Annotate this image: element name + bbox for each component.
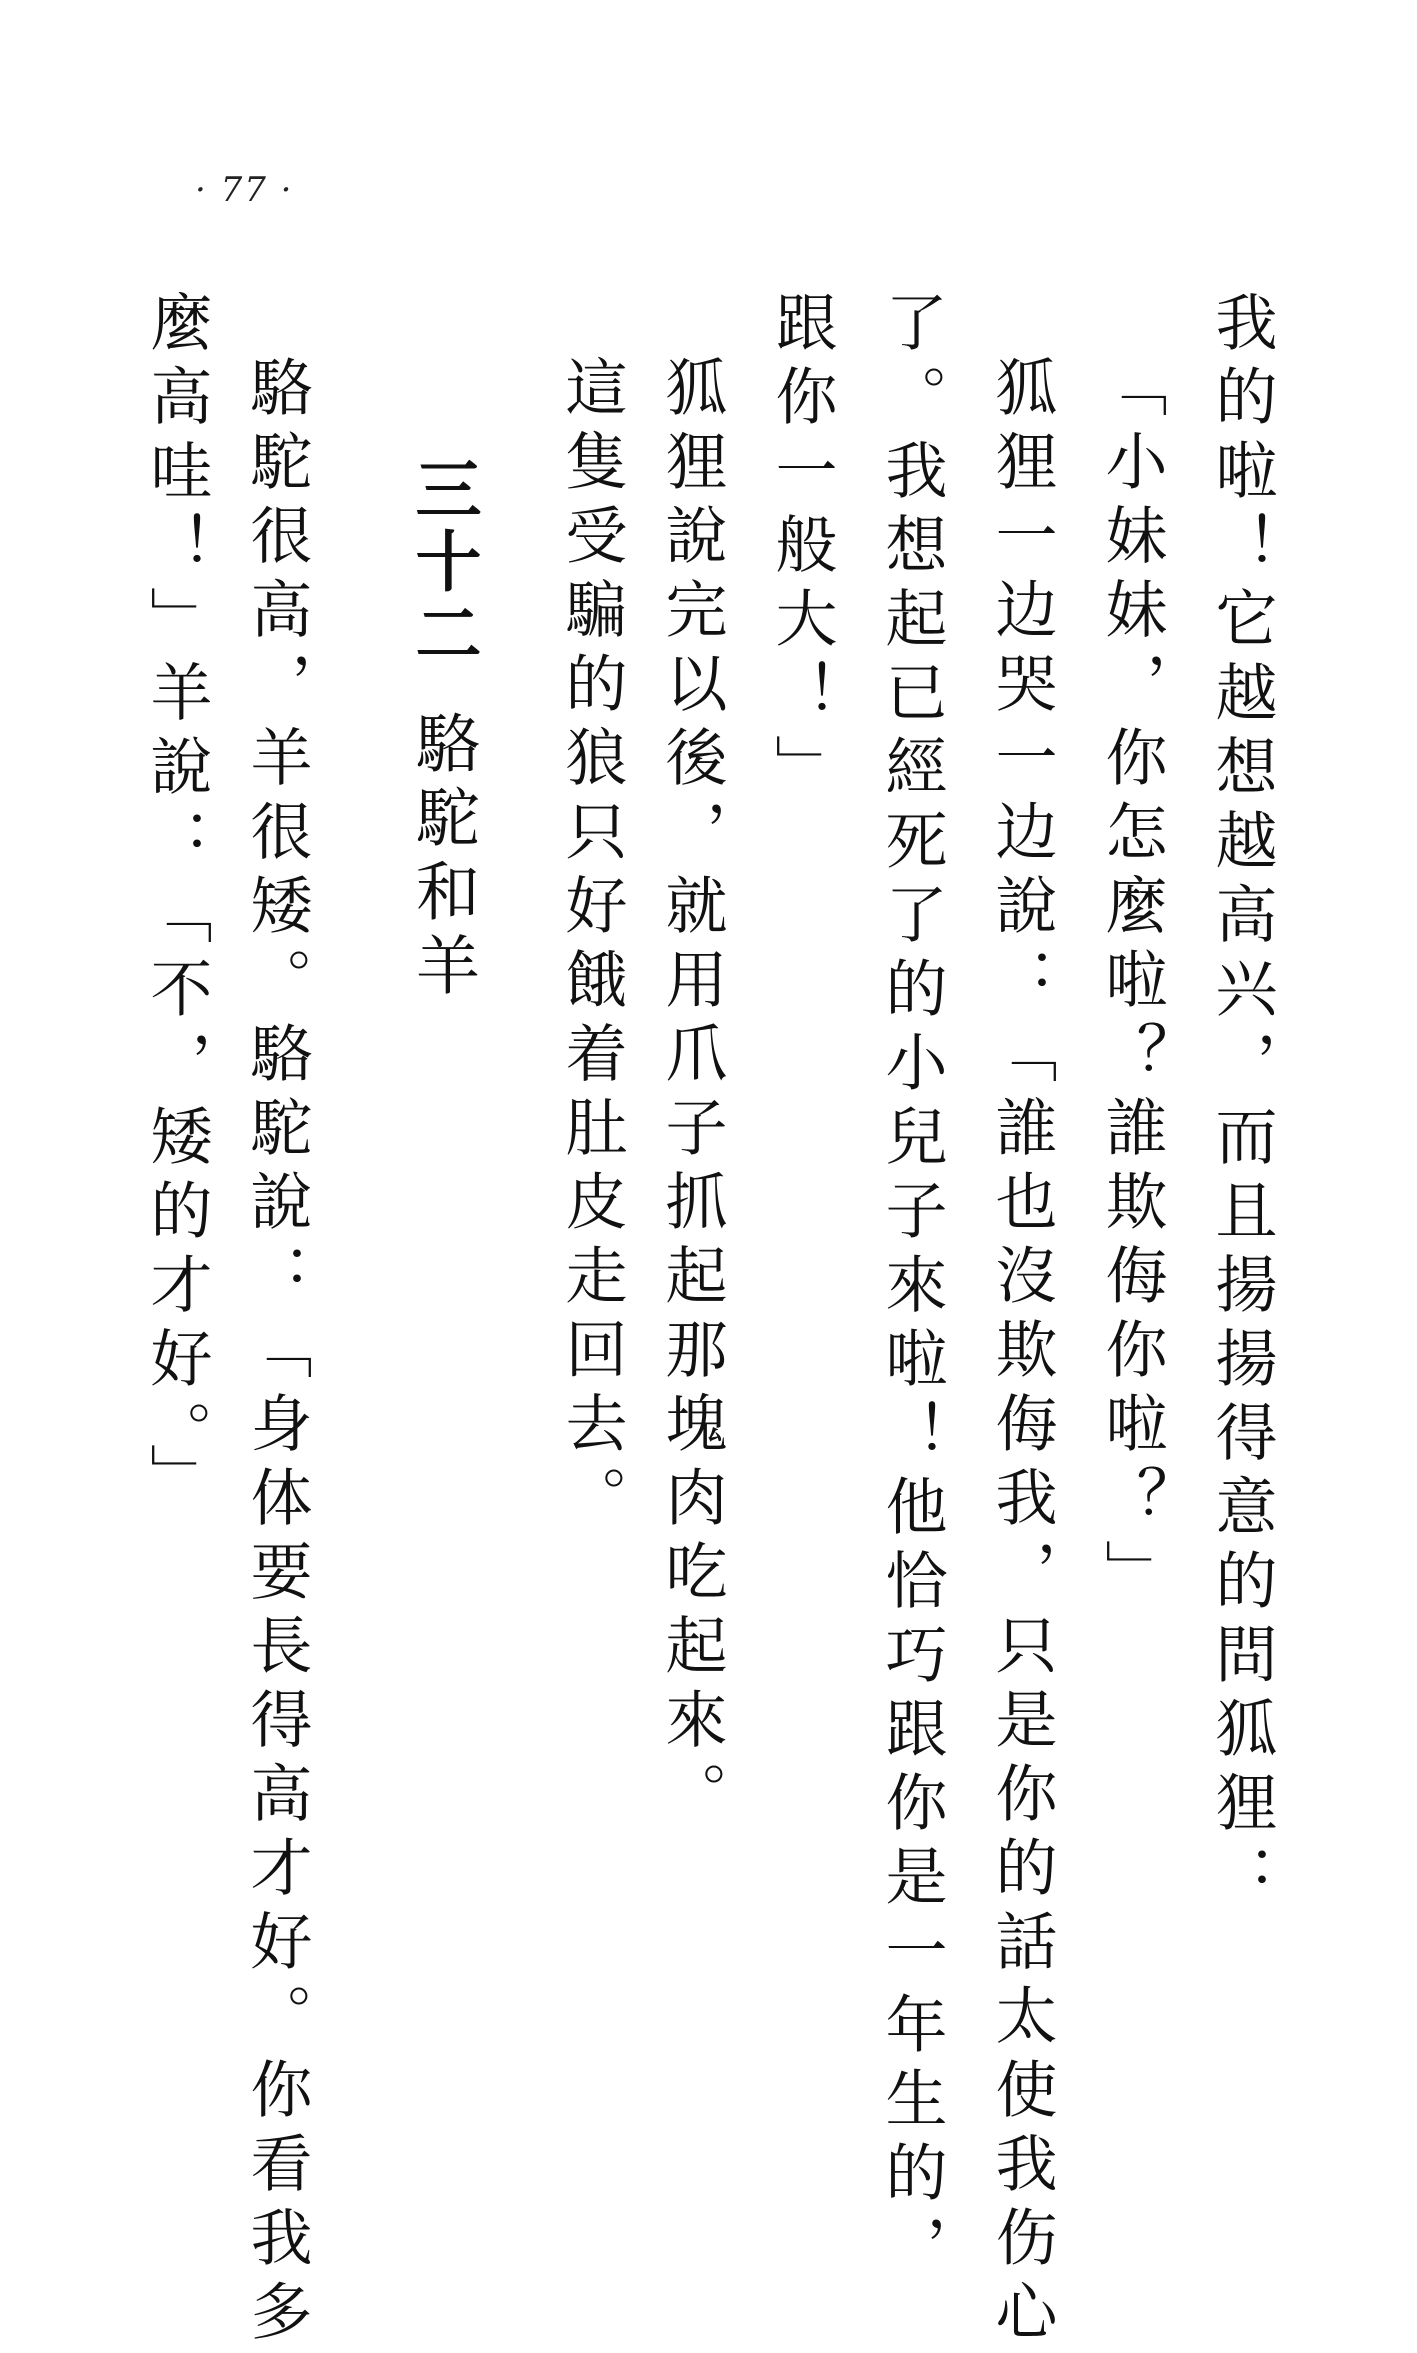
- text-column-7: 這隻受騙的狼只好餓着肚皮走回去。: [555, 355, 628, 1539]
- chapter-title: 駱駝和羊: [405, 710, 479, 1006]
- text-column-6: 狐狸說完以後，就用爪子抓起那塊肉吃起來。: [655, 355, 728, 1835]
- text-column-4: 了。我想起已經死了的小兒子來啦！他恰巧跟你是一年生的，: [875, 290, 948, 2288]
- text-column-8: 駱駝很高，羊很矮。駱駝說：「身体要長得高才好。你看我多: [240, 355, 313, 2353]
- text-column-2: 「小妹妹，你怎麼啦？誰欺侮你啦？」: [1095, 355, 1168, 1613]
- page-number: · 77 ·: [195, 170, 294, 210]
- chapter-number: 三十二: [404, 455, 482, 671]
- text-column-1: 我的啦！它越想越高兴，而且揚揚得意的問狐狸：: [1205, 290, 1278, 1918]
- text-column-5: 跟你一般大！」: [765, 290, 838, 808]
- text-column-3: 狐狸一边哭一边說：「誰也沒欺侮我，只是你的話太使我伤心: [985, 355, 1058, 2353]
- text-column-9: 麼高哇！」羊說：「不，矮的才好。」: [140, 290, 213, 1517]
